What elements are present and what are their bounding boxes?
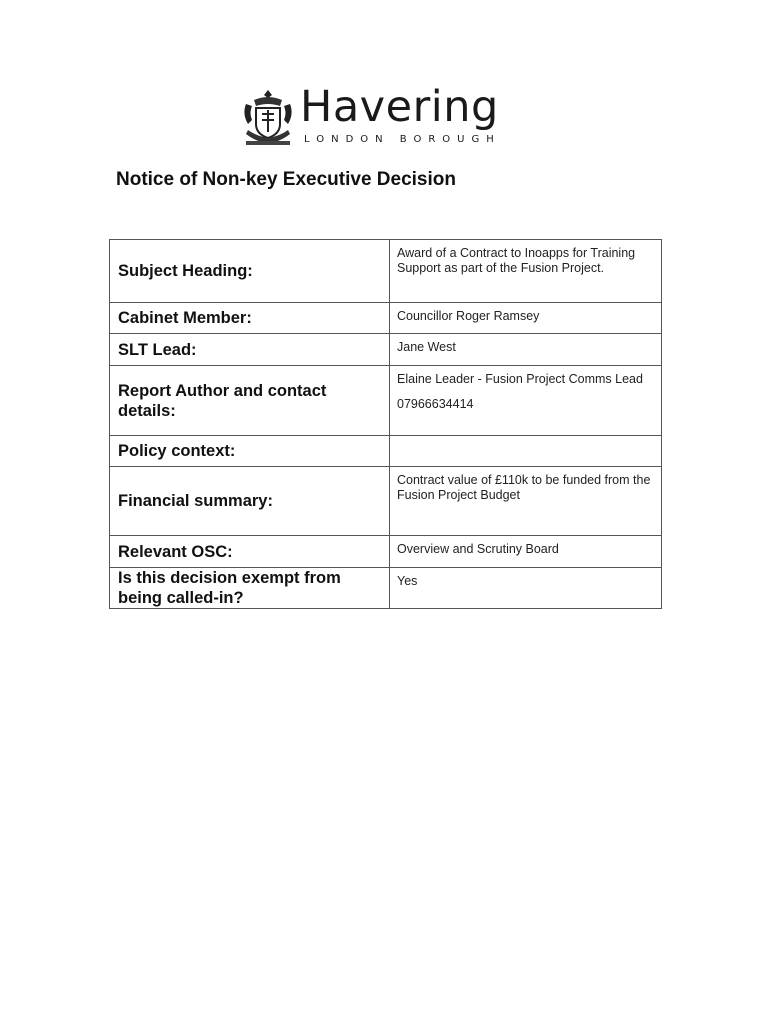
policy-context-label: Policy context:	[118, 442, 236, 460]
exempt-call-in-value: Yes	[390, 568, 662, 609]
row-label	[110, 303, 390, 334]
slt-lead-value: Jane West	[390, 334, 662, 366]
subject-heading-label: Subject Heading:	[118, 262, 253, 280]
table-row	[110, 240, 662, 303]
table-row	[110, 366, 662, 436]
table-row	[110, 436, 662, 467]
relevant-osc-value: Overview and Scrutiny Board	[390, 536, 662, 568]
row-label	[110, 366, 390, 436]
financial-summary-label: Financial summary:	[118, 492, 273, 510]
relevant-osc-label: Relevant OSC:	[118, 542, 233, 561]
logo-subtitle: LONDON BOROUGH	[304, 134, 501, 145]
logo-wordmark: Havering	[300, 82, 499, 132]
exempt-call-in-label: Is this decision exempt from being called-in?	[118, 569, 341, 607]
report-author-value	[390, 366, 662, 436]
row-label	[110, 467, 390, 536]
row-label	[110, 436, 390, 467]
row-label	[110, 568, 390, 609]
subject-heading-value: Award of a Contract to Inoapps for Training Support as part of the Fusion Project.	[390, 240, 662, 303]
row-label	[110, 536, 390, 568]
table-row	[110, 303, 662, 334]
cabinet-member-value: Councillor Roger Ramsey	[390, 303, 662, 334]
cabinet-member-label: Cabinet Member:	[118, 309, 252, 327]
author-name: Elaine Leader - Fusion Project Comms Lead	[397, 372, 643, 386]
author-phone: 07966634414	[397, 397, 474, 411]
page-title: Notice of Non-key Executive Decision	[116, 169, 456, 190]
havering-logo	[240, 82, 530, 152]
policy-context-value	[390, 436, 662, 467]
table-row	[110, 467, 662, 536]
crest-icon	[240, 86, 296, 148]
table-row	[110, 536, 662, 568]
slt-lead-label: SLT Lead:	[118, 340, 197, 359]
row-label	[110, 240, 390, 303]
table-row	[110, 334, 662, 366]
row-label	[110, 334, 390, 366]
table-row	[110, 568, 662, 609]
decision-table	[109, 239, 662, 609]
financial-summary-value: Contract value of £110k to be funded from the Fusion Project Budget	[390, 467, 662, 536]
report-author-label: Report Author and contact details:	[118, 381, 327, 420]
